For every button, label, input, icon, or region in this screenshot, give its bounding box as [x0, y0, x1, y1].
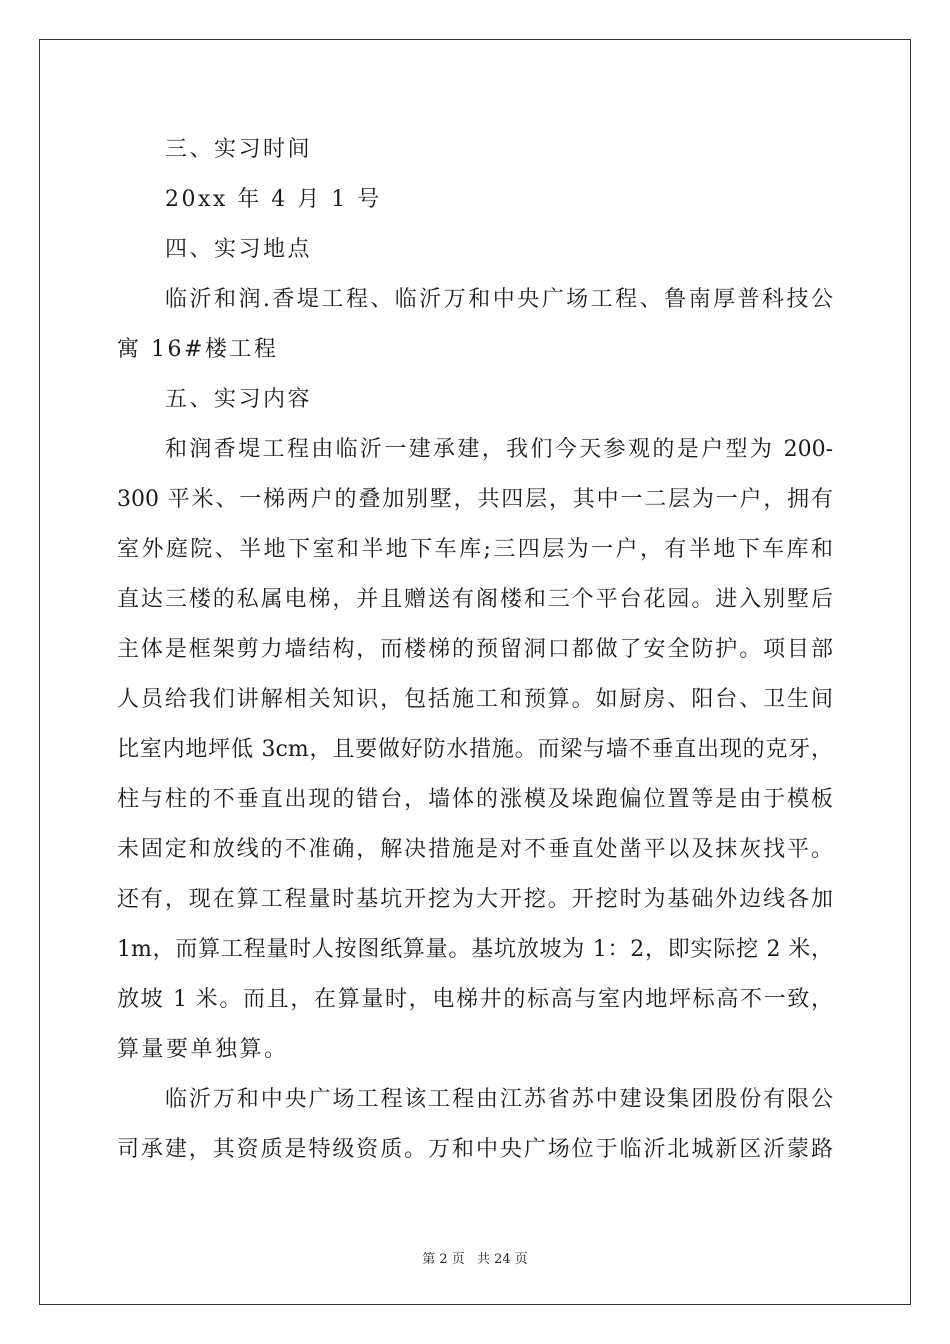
text-line: 放坡 1 米。而且，在算量时，电梯井的标高与室内地坪标高不一致，: [117, 987, 833, 1012]
total-pages: 共 24 页: [476, 1252, 528, 1267]
text-line: 算量要单独算。: [117, 1037, 289, 1062]
text-line: 司承建，其资质是特级资质。万和中央广场位于临沂北城新区沂蒙路: [117, 1137, 833, 1162]
page-footer: [0, 1248, 950, 1267]
text-line: 室外庭院、半地下室和半地下车库;三四层为一户，有半地下车库和: [117, 537, 833, 562]
page-number: 第 2 页: [422, 1252, 465, 1267]
text-line: 主体是框架剪力墙结构，而楼梯的预留洞口都做了安全防护。项目部: [117, 637, 833, 662]
text-line: 柱与柱的不垂直出现的错台，墙体的涨模及垛跑偏位置等是由于模板: [117, 787, 833, 812]
text-line: 临沂万和中央广场工程该工程由江苏省苏中建设集团股份有限公: [165, 1087, 833, 1112]
text-line: 寓 16#楼工程: [117, 337, 279, 362]
text-line: 20xx 年 4 月 1 号: [165, 187, 382, 212]
text-line: 300 平米、一梯两户的叠加别墅，共四层，其中一二层为一户，拥有: [117, 487, 833, 512]
text-line: 四、实习地点: [165, 237, 313, 262]
text-line: 还有，现在算工程量时基坑开挖为大开挖。开挖时为基础外边线各加: [117, 887, 833, 912]
text-line: 五、实习内容: [165, 387, 313, 412]
text-line: 三、实习时间: [165, 137, 313, 162]
text-line: 和润香堤工程由临沂一建承建，我们今天参观的是户型为 200-: [165, 437, 833, 462]
text-line: 直达三楼的私属电梯，并且赠送有阁楼和三个平台花园。进入别墅后: [117, 587, 833, 612]
document-body: [117, 125, 833, 1175]
text-line: 临沂和润.香堤工程、临沂万和中央广场工程、鲁南厚普科技公: [165, 287, 833, 312]
text-line: 人员给我们讲解相关知识，包括施工和预算。如厨房、阳台、卫生间: [117, 687, 833, 712]
text-line: 比室内地坪低 3cm，且要做好防水措施。而梁与墙不垂直出现的克牙，: [117, 737, 833, 762]
text-line: 1m，而算工程量时人按图纸算量。基坑放坡为 1：2，即实际挖 2 米，: [117, 937, 833, 962]
text-line: 未固定和放线的不准确，解决措施是对不垂直处凿平以及抹灰找平。: [117, 837, 833, 862]
